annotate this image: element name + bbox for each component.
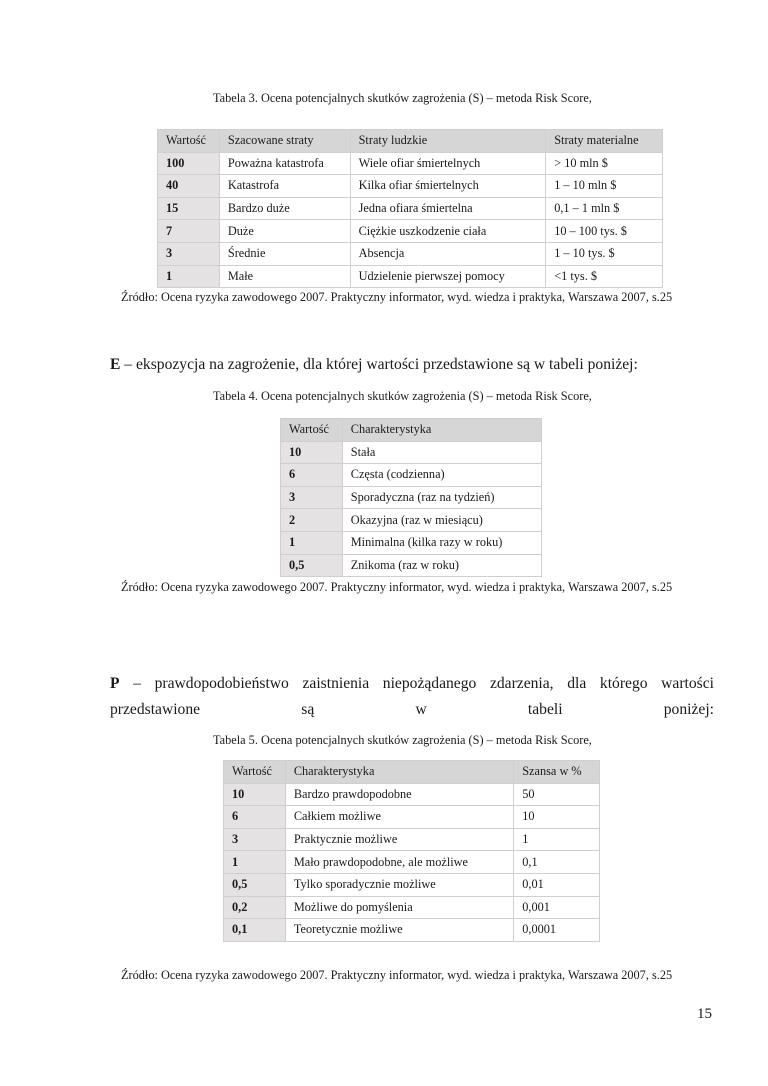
table-cell: Kilka ofiar śmiertelnych: [350, 175, 546, 198]
table-cell: Katastrofa: [219, 175, 350, 198]
value-cell: 15: [158, 197, 220, 220]
table-cell: 0,01: [514, 873, 600, 896]
table3-consequences: [157, 129, 663, 288]
table-cell: Ciężkie uszkodzenie ciała: [350, 220, 546, 243]
table-cell: Absencja: [350, 242, 546, 265]
column-header: Charakterystyka: [285, 761, 513, 784]
table4-caption: Tabela 4. Ocena potencjalnych skutków zagrożenia (S) – metoda Risk Score,: [213, 389, 592, 403]
value-cell: 3: [224, 828, 286, 851]
column-header: Straty ludzkie: [350, 130, 546, 153]
value-cell: 0,1: [224, 919, 286, 942]
paragraph-probability: [110, 671, 714, 723]
table-row: [158, 265, 663, 288]
value-cell: 40: [158, 175, 220, 198]
table-cell: Znikoma (raz w roku): [342, 554, 541, 577]
table-cell: <1 tys. $: [546, 265, 663, 288]
table-cell: Jedna ofiara śmiertelna: [350, 197, 546, 220]
table-cell: Średnie: [219, 242, 350, 265]
column-header: Straty materialne: [546, 130, 663, 153]
value-cell: 3: [281, 486, 343, 509]
table-cell: 0,0001: [514, 919, 600, 942]
value-cell: 0,5: [281, 554, 343, 577]
column-header: Wartość: [281, 419, 343, 442]
table-cell: Praktycznie możliwe: [285, 828, 513, 851]
value-cell: 3: [158, 242, 220, 265]
table-row: [224, 896, 600, 919]
value-cell: 2: [281, 509, 343, 532]
table5-probability: [223, 760, 600, 942]
table-cell: 10: [514, 806, 600, 829]
table-cell: Mało prawdopodobne, ale możliwe: [285, 851, 513, 874]
table-header-row: [281, 419, 542, 442]
table-row: [158, 175, 663, 198]
table-cell: Wiele ofiar śmiertelnych: [350, 152, 546, 175]
paragraph-text: – ekspozycja na zagrożenie, dla której wartości przedstawione są w tabeli poniżej:: [120, 356, 638, 373]
column-header: Wartość: [224, 761, 286, 784]
table-cell: Sporadyczna (raz na tydzień): [342, 486, 541, 509]
table4-exposure: [280, 418, 542, 577]
table-row: [158, 220, 663, 243]
table-cell: Udzielenie pierwszej pomocy: [350, 265, 546, 288]
column-header: Szansa w %: [514, 761, 600, 784]
value-cell: 6: [281, 464, 343, 487]
table-cell: Możliwe do pomyślenia: [285, 896, 513, 919]
value-cell: 1: [224, 851, 286, 874]
table-cell: Bardzo duże: [219, 197, 350, 220]
value-cell: 0,5: [224, 873, 286, 896]
table-row: [158, 242, 663, 265]
table-cell: 0,1 – 1 mln $: [546, 197, 663, 220]
table-cell: > 10 mln $: [546, 152, 663, 175]
table-row: [224, 828, 600, 851]
table-cell: Minimalna (kilka razy w roku): [342, 531, 541, 554]
table-cell: Częsta (codzienna): [342, 464, 541, 487]
table-cell: 50: [514, 783, 600, 806]
variable-e: E: [110, 356, 121, 373]
table-row: [224, 783, 600, 806]
value-cell: 1: [158, 265, 220, 288]
value-cell: 0,2: [224, 896, 286, 919]
page-number: 15: [697, 1006, 712, 1022]
paragraph-exposure: [110, 356, 638, 374]
paragraph-text: – prawdopodobieństwo zaistnienia niepożądanego zdarzenia, dla którego wartości przedstawione są w tabeli poniżej:: [110, 675, 714, 718]
table-cell: 1 – 10 mln $: [546, 175, 663, 198]
table-header-row: [158, 130, 663, 153]
table-row: [224, 806, 600, 829]
table-cell: Stała: [342, 441, 541, 464]
table-row: [281, 554, 542, 577]
table-row: [281, 441, 542, 464]
value-cell: 1: [281, 531, 343, 554]
table-row: [224, 919, 600, 942]
table4-source: Źródło: Ocena ryzyka zawodowego 2007. Praktyczny informator, wyd. wiedza i praktyka, Warszawa 2007, s.25: [121, 580, 673, 594]
table-cell: Bardzo prawdopodobne: [285, 783, 513, 806]
variable-p: P: [110, 675, 120, 692]
table-cell: 1 – 10 tys. $: [546, 242, 663, 265]
table-cell: Małe: [219, 265, 350, 288]
table-cell: Poważna katastrofa: [219, 152, 350, 175]
table3-caption: Tabela 3. Ocena potencjalnych skutków zagrożenia (S) – metoda Risk Score,: [213, 91, 592, 105]
table-cell: Całkiem możliwe: [285, 806, 513, 829]
table-cell: 0,001: [514, 896, 600, 919]
table-row: [281, 464, 542, 487]
table-cell: Teoretycznie możliwe: [285, 919, 513, 942]
value-cell: 7: [158, 220, 220, 243]
table-row: [281, 486, 542, 509]
table-row: [224, 873, 600, 896]
table-cell: Duże: [219, 220, 350, 243]
table-row: [158, 152, 663, 175]
column-header: Szacowane straty: [219, 130, 350, 153]
value-cell: 100: [158, 152, 220, 175]
column-header: Charakterystyka: [342, 419, 541, 442]
table-cell: Okazyjna (raz w miesiącu): [342, 509, 541, 532]
table-row: [281, 531, 542, 554]
table5-source: Źródło: Ocena ryzyka zawodowego 2007. Praktyczny informator, wyd. wiedza i praktyka, Warszawa 2007, s.25: [121, 968, 673, 982]
table-cell: 10 – 100 tys. $: [546, 220, 663, 243]
value-cell: 6: [224, 806, 286, 829]
table-header-row: [224, 761, 600, 784]
table3-source: Źródło: Ocena ryzyka zawodowego 2007. Praktyczny informator, wyd. wiedza i praktyka, Warszawa 2007, s.25: [121, 290, 673, 304]
value-cell: 10: [224, 783, 286, 806]
table5-caption: Tabela 5. Ocena potencjalnych skutków zagrożenia (S) – metoda Risk Score,: [213, 733, 592, 747]
column-header: Wartość: [158, 130, 220, 153]
table-row: [281, 509, 542, 532]
table-row: [224, 851, 600, 874]
table-cell: 0,1: [514, 851, 600, 874]
table-cell: 1: [514, 828, 600, 851]
table-cell: Tylko sporadycznie możliwe: [285, 873, 513, 896]
value-cell: 10: [281, 441, 343, 464]
table-row: [158, 197, 663, 220]
